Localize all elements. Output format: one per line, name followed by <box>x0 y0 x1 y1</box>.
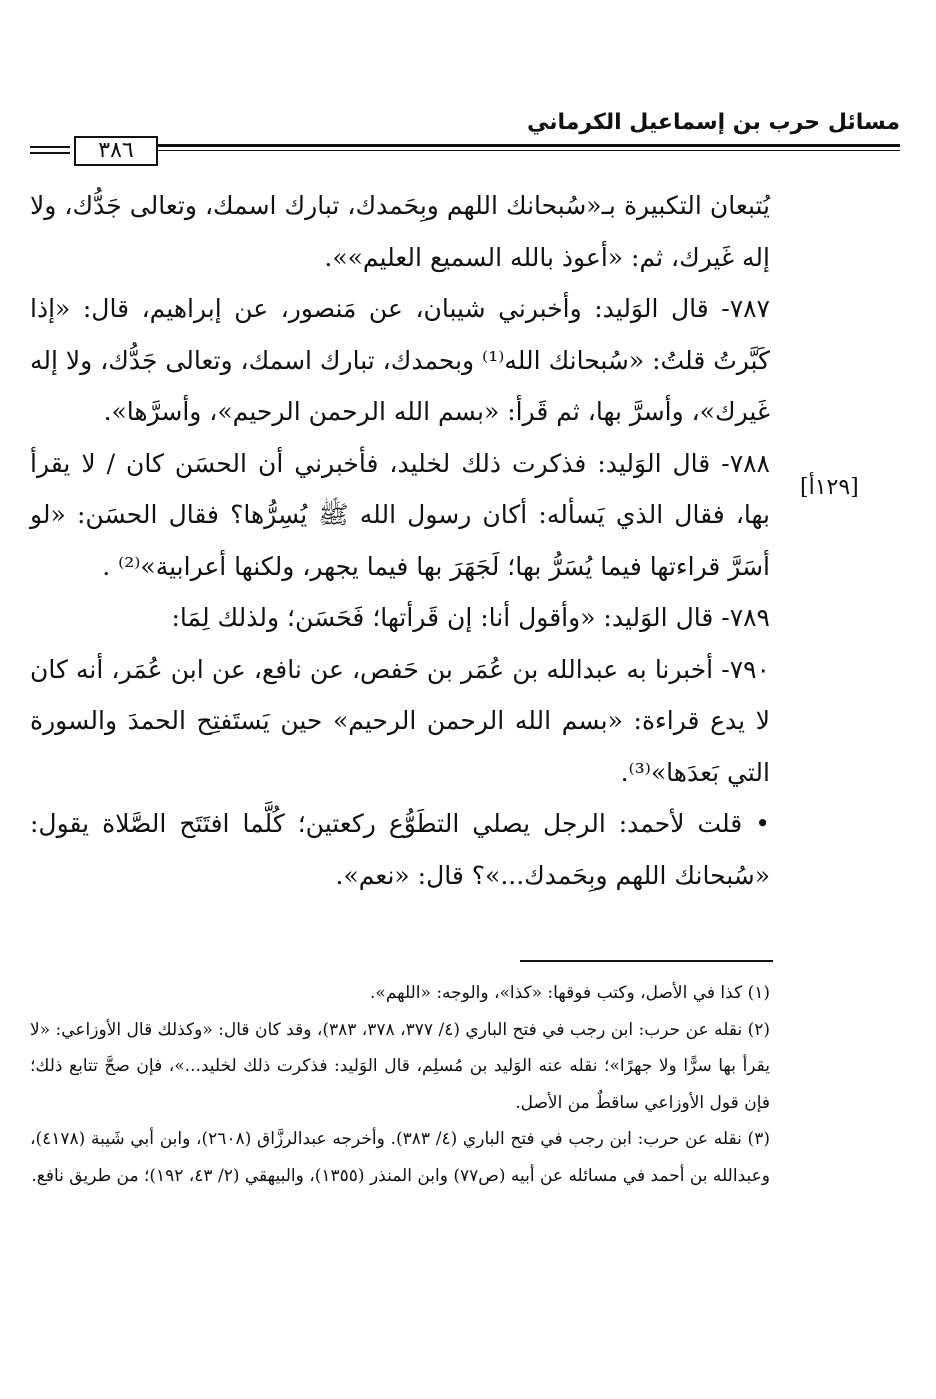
page-header <box>30 108 900 168</box>
paragraph: ٧٨٨- قال الوَليد: فذكرت ذلك لخليد، فأخبرني أن الحسَن كان / لا يقرأ بها، فقال الذي يَسأله: أكان رسول الله ﷺ يُسِرُّها؟ فقال الحسَن: «لو أسَرَّ قراءتها فيما يُسَرُّ بها؛ لَجَهَرَ بها فيما يجهر، ولكنها أعرابية»⁽²⁾ . <box>30 448 770 581</box>
paragraph: يُتبعان التكبيرة بـ«سُبحانك اللهم وبِحَمدك، تبارك اسمك، وتعالى جَدُّك، ولا إله غَيرك، ثم: «أعوذ بالله السميع العليم»». <box>30 191 770 272</box>
page-number: ٣٨٦ <box>74 136 158 166</box>
manuscript-folio-marker: [١٢٩أ] <box>800 475 859 500</box>
paragraph: ٧٨٩- قال الوَليد: «وأقول أنا: إن قَرأتها؛ فَحَسَن؛ ولذلك لِمَا: <box>171 603 770 632</box>
header-rule-left-bottom <box>30 152 70 154</box>
footnote-divider <box>520 960 773 962</box>
footnotes <box>30 975 770 1194</box>
header-rule <box>155 144 900 151</box>
header-rule-left-top <box>30 146 70 148</box>
book-title: مسائل حرب بن إسماعيل الكرماني <box>526 110 900 135</box>
footnote: (٢) نقله عن حرب: ابن رجب في فتح الباري (٤/ ٣٧٧، ٣٧٨، ٣٨٣)، وقد كان قال: «وكذلك قال الأوزاعي: «لا يقرأ بها سرًّا ولا جهرًا»؛ نقله عنه الوَليد بن مُسلِم، قال الوَليد: فذكرت ذلك لخليد...»، فإن صحَّ تتابع ذلك؛ فإن قول الأوزاعي ساقطٌ من الأصل. <box>30 1019 771 1113</box>
paragraph: ٧٨٧- قال الوَليد: وأخبرني شيبان، عن مَنصور، عن إبراهيم، قال: «إذا كَبَّرتُ قلتُ: «سُبحانك الله⁽¹⁾ وبحمدك، تبارك اسمك، وتعالى جَدُّك، ولا إله غَيرك»، وأسرَّ بها، ثم قَرأ: «بسم الله الرحمن الرحيم»، وأسرَّها». <box>30 294 771 426</box>
footnote: (١) كذا في الأصل، وكتب فوقها: «كذا»، والوجه: «اللهم». <box>370 983 770 1003</box>
paragraph: • قلت لأحمد: الرجل يصلي التطَوُّع ركعتين؛ كُلَّما افتَتَح الصَّلاة يقول: «سُبحانك اللهم وبِحَمدك...»؟ قال: «نعم». <box>30 809 770 890</box>
main-text <box>30 180 770 901</box>
footnote: (٣) نقله عن حرب: ابن رجب في فتح الباري (٤/ ٣٨٣). وأخرجه عبدالرزَّاق (٢٦٠٨)، وابن أبي شَيبة (٤١٧٨)، وعبدالله بن أحمد في مسائله عن أبيه (ص٧٧) وابن المنذر (١٣٥٥)، والبيهقي (٢/ ٤٣، ١٩٢)؛ من طريق نافع. <box>30 1129 770 1186</box>
paragraph: ٧٩٠- أخبرنا به عبدالله بن عُمَر بن حَفص، عن نافع، عن ابن عُمَر، أنه كان لا يدع قراءة: «بسم الله الرحمن الرحيم» حين يَستَفتِح الحمدَ والسورة التي بَعدَها»⁽³⁾. <box>30 654 770 787</box>
